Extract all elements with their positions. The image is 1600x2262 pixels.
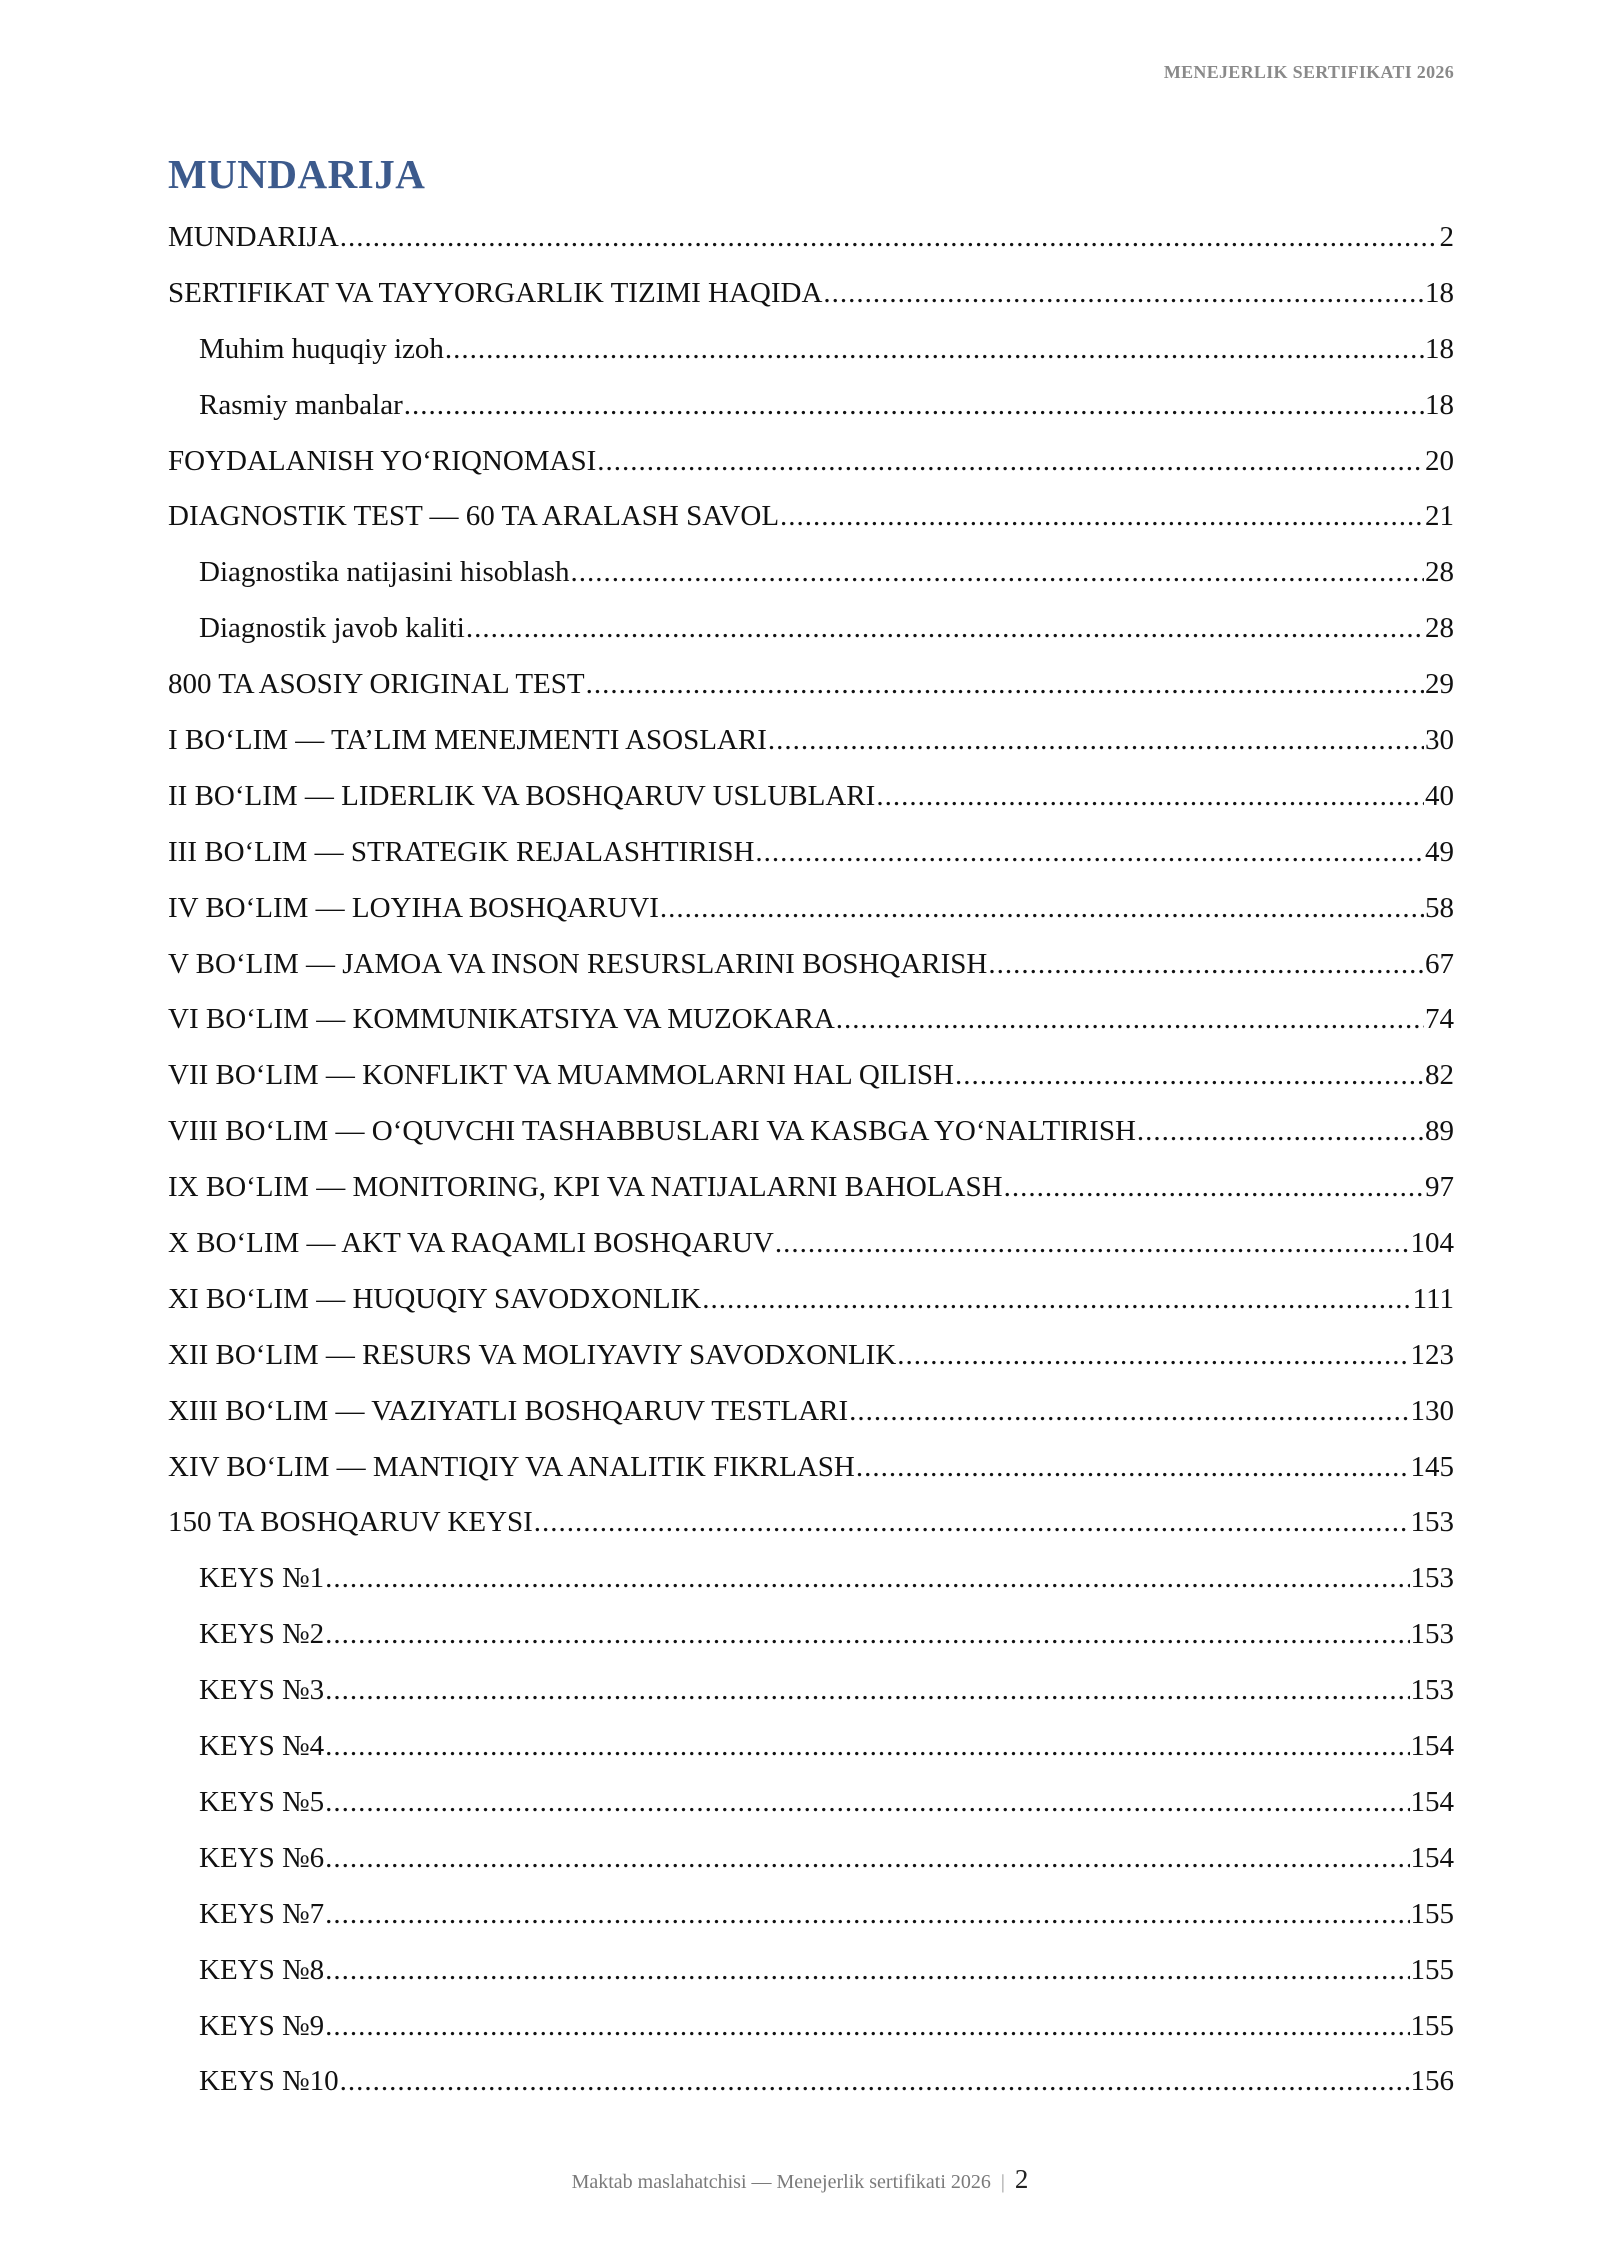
toc-entry-title: 800 TA ASOSIY ORIGINAL TEST [168, 668, 585, 701]
toc-entry-page: 155 [1410, 2009, 1454, 2042]
toc-dot-leader [955, 1048, 1424, 1104]
toc-dot-leader [876, 769, 1424, 825]
toc-entry-title: FOYDALANISH YO‘RIQNOMASI [168, 444, 597, 477]
toc-entry-title: KEYS №7 [199, 1897, 325, 1930]
toc-entry-page: 145 [1410, 1450, 1454, 1483]
toc-entry-page: 154 [1410, 1785, 1454, 1818]
toc-entry[interactable] [168, 1384, 1454, 1440]
toc-entry[interactable] [168, 992, 1454, 1048]
toc-entry-title: MUNDARIJA [168, 221, 339, 253]
toc-dot-leader [325, 1999, 1409, 2055]
toc-dot-leader [823, 266, 1424, 322]
toc-heading: MUNDARIJA [168, 151, 426, 197]
toc-entry-page: 153 [1410, 1618, 1454, 1651]
toc-dot-leader [988, 937, 1424, 993]
toc-entry-page: 97 [1425, 1171, 1454, 1204]
toc-entry-page: 104 [1410, 1227, 1454, 1260]
toc-entry[interactable] [168, 489, 1454, 545]
toc-entry-title: KEYS №5 [199, 1785, 325, 1818]
toc-dot-leader [325, 1775, 1409, 1831]
toc-entry-page: 30 [1425, 724, 1454, 757]
toc-subentry[interactable] [168, 1999, 1454, 2055]
toc-entry-title: Diagnostik javob kaliti [199, 612, 465, 645]
toc-entry-title: KEYS №4 [199, 1730, 325, 1763]
toc-entry-title: VIII BO‘LIM — O‘QUVCHI TASHABBUSLARI VA KASBGA YO‘NALTIRISH [168, 1115, 1136, 1148]
toc-entry-page: 29 [1425, 668, 1454, 701]
toc-dot-leader [325, 1719, 1409, 1775]
toc-entry-title: IV BO‘LIM — LOYIHA BOSHQARUVI [168, 891, 659, 924]
toc-entry[interactable] [168, 1328, 1454, 1384]
toc-dot-leader [586, 657, 1424, 713]
toc-entry[interactable] [168, 1495, 1454, 1551]
toc-dot-leader [755, 825, 1424, 881]
toc-subentry[interactable] [168, 378, 1454, 434]
toc-entry-title: VI BO‘LIM — KOMMUNIKATSIYA VA MUZOKARA [168, 1003, 835, 1036]
toc-entry-page: 153 [1410, 1506, 1454, 1539]
toc-entry-page: 40 [1425, 779, 1454, 812]
toc-entry-title: KEYS №3 [199, 1674, 325, 1707]
toc-subentry[interactable] [168, 1607, 1454, 1663]
toc-entry-title: XIV BO‘LIM — MANTIQIY VA ANALITIK FIKRLASH [168, 1450, 855, 1483]
toc-subentry[interactable] [168, 1831, 1454, 1887]
toc-entry-page: 156 [1410, 2065, 1454, 2098]
toc-entry-title: X BO‘LIM — AKT VA RAQAMLI BOSHQARUV [168, 1227, 774, 1260]
toc-subentry[interactable] [168, 1943, 1454, 1999]
toc-entry-page: 153 [1410, 1674, 1454, 1707]
toc-entry-title: II BO‘LIM — LIDERLIK VA BOSHQARUV USLUBLARI [168, 779, 876, 812]
toc-entry-title: KEYS №2 [199, 1618, 325, 1651]
toc-entry-page: 153 [1410, 1562, 1454, 1595]
toc-entry[interactable] [168, 1216, 1454, 1272]
toc-dot-leader [571, 545, 1424, 601]
toc-entry-title: KEYS №8 [199, 1953, 325, 1986]
toc-dot-leader [780, 489, 1424, 545]
toc-subentry[interactable] [168, 601, 1454, 657]
toc-entry-title: VII BO‘LIM — KONFLIKT VA MUAMMOLARNI HAL QILISH [168, 1059, 954, 1092]
toc-entry-title: Rasmiy manbalar [199, 388, 403, 421]
toc-dot-leader [404, 378, 1424, 434]
toc-entry-page: 58 [1425, 891, 1454, 924]
toc-dot-leader [775, 1216, 1410, 1272]
toc-entry[interactable] [168, 1104, 1454, 1160]
toc-entry-page: 21 [1425, 500, 1454, 533]
toc-entry[interactable] [168, 1048, 1454, 1104]
toc-dot-leader [325, 1943, 1409, 1999]
toc-subentry[interactable] [168, 322, 1454, 378]
toc-entry-page: 155 [1410, 1897, 1454, 1930]
page-footer [0, 2164, 1600, 2195]
toc-dot-leader [340, 2054, 1410, 2110]
toc-subentry[interactable] [168, 2054, 1454, 2110]
toc-dot-leader [325, 1831, 1409, 1887]
toc-dot-leader [768, 713, 1424, 769]
toc-entry[interactable] [168, 434, 1454, 490]
toc-entry-page: 111 [1412, 1282, 1454, 1315]
toc-dot-leader [597, 434, 1424, 490]
toc-entry[interactable] [168, 769, 1454, 825]
toc-entry-page: 28 [1425, 612, 1454, 645]
toc-subentry[interactable] [168, 1887, 1454, 1943]
footer-text: Maktab maslahatchisi — Menejerlik sertifikati 2026 [571, 2171, 991, 2193]
toc-entry-page: 28 [1425, 556, 1454, 589]
toc-dot-leader [1137, 1104, 1424, 1160]
toc-dot-leader [702, 1272, 1411, 1328]
toc-entry-page: 18 [1425, 276, 1454, 309]
toc-entry-page: 67 [1425, 947, 1454, 980]
toc-dot-leader [325, 1887, 1409, 1943]
toc-entry-page: 130 [1410, 1394, 1454, 1427]
toc-dot-leader [534, 1495, 1410, 1551]
toc-dot-leader [325, 1551, 1409, 1607]
toc-entry-title: KEYS №1 [199, 1562, 325, 1595]
toc-entry-page: 74 [1425, 1003, 1454, 1036]
toc-entry-page: 154 [1410, 1841, 1454, 1874]
footer-separator: | [1000, 2171, 1005, 2193]
toc-entry-title: I BO‘LIM — TA’LIM MENEJMENTI ASOSLARI [168, 724, 767, 757]
running-header: MENEJERLIK SERTIFIKATI 2026 [1163, 62, 1454, 82]
toc-entry-page: 20 [1425, 444, 1454, 477]
toc-entry-title: XII BO‘LIM — RESURS VA MOLIYAVIY SAVODXONLIK [168, 1338, 897, 1371]
toc-entry-title: 150 TA BOSHQARUV KEYSI [168, 1506, 533, 1539]
toc-dot-leader [445, 322, 1424, 378]
toc-dot-leader [340, 210, 1439, 266]
toc-entry-title: V BO‘LIM — JAMOA VA INSON RESURSLARINI BOSHQARISH [168, 947, 988, 980]
toc-entry-page: 49 [1425, 835, 1454, 868]
toc-entry-page: 89 [1425, 1115, 1454, 1148]
table-of-contents [168, 210, 1454, 2110]
toc-dot-leader [325, 1663, 1409, 1719]
toc-entry-title: KEYS №6 [199, 1841, 325, 1874]
toc-entry[interactable] [168, 881, 1454, 937]
toc-entry-page: 155 [1410, 1953, 1454, 1986]
toc-entry-page: 123 [1410, 1338, 1454, 1371]
toc-entry[interactable] [168, 210, 1454, 266]
toc-entry[interactable] [168, 1440, 1454, 1496]
toc-entry[interactable] [168, 1272, 1454, 1328]
toc-entry-title: Muhim huquqiy izoh [199, 332, 444, 365]
toc-entry[interactable] [168, 266, 1454, 322]
toc-entry-page: 18 [1425, 332, 1454, 365]
toc-entry-title: IX BO‘LIM — MONITORING, KPI VA NATIJALARNI BAHOLASH [168, 1171, 1003, 1204]
toc-entry-page: 82 [1425, 1059, 1454, 1092]
toc-subentry[interactable] [168, 1719, 1454, 1775]
toc-entry-title: DIAGNOSTIK TEST — 60 TA ARALASH SAVOL [168, 500, 780, 533]
footer-page-number: 2 [1014, 2164, 1029, 2194]
toc-entry-page: 154 [1410, 1730, 1454, 1763]
toc-dot-leader [897, 1328, 1409, 1384]
toc-subentry[interactable] [168, 545, 1454, 601]
toc-entry-title: KEYS №10 [199, 2065, 339, 2098]
toc-subentry[interactable] [168, 1551, 1454, 1607]
toc-entry-title: XIII BO‘LIM — VAZIYATLI BOSHQARUV TESTLARI [168, 1394, 849, 1427]
toc-entry-page: 18 [1425, 388, 1454, 421]
toc-entry-title: SERTIFIKAT VA TAYYORGARLIK TIZIMI HAQIDA [168, 276, 823, 309]
toc-dot-leader [660, 881, 1424, 937]
toc-entry[interactable] [168, 657, 1454, 713]
toc-entry[interactable] [168, 713, 1454, 769]
toc-dot-leader [1004, 1160, 1424, 1216]
toc-subentry[interactable] [168, 1775, 1454, 1831]
toc-dot-leader [836, 992, 1424, 1048]
toc-entry[interactable] [168, 825, 1454, 881]
toc-entry-title: III BO‘LIM — STRATEGIK REJALASHTIRISH [168, 835, 755, 868]
toc-subentry[interactable] [168, 1663, 1454, 1719]
toc-dot-leader [466, 601, 1424, 657]
toc-entry-page: 2 [1439, 221, 1454, 253]
toc-entry-title: Diagnostika natijasini hisoblash [199, 556, 570, 589]
toc-dot-leader [325, 1607, 1409, 1663]
toc-dot-leader [849, 1384, 1409, 1440]
toc-entry-title: XI BO‘LIM — HUQUQIY SAVODXONLIK [168, 1282, 702, 1315]
toc-entry[interactable] [168, 937, 1454, 993]
toc-dot-leader [856, 1440, 1410, 1496]
toc-entry[interactable] [168, 1160, 1454, 1216]
toc-entry-title: KEYS №9 [199, 2009, 325, 2042]
